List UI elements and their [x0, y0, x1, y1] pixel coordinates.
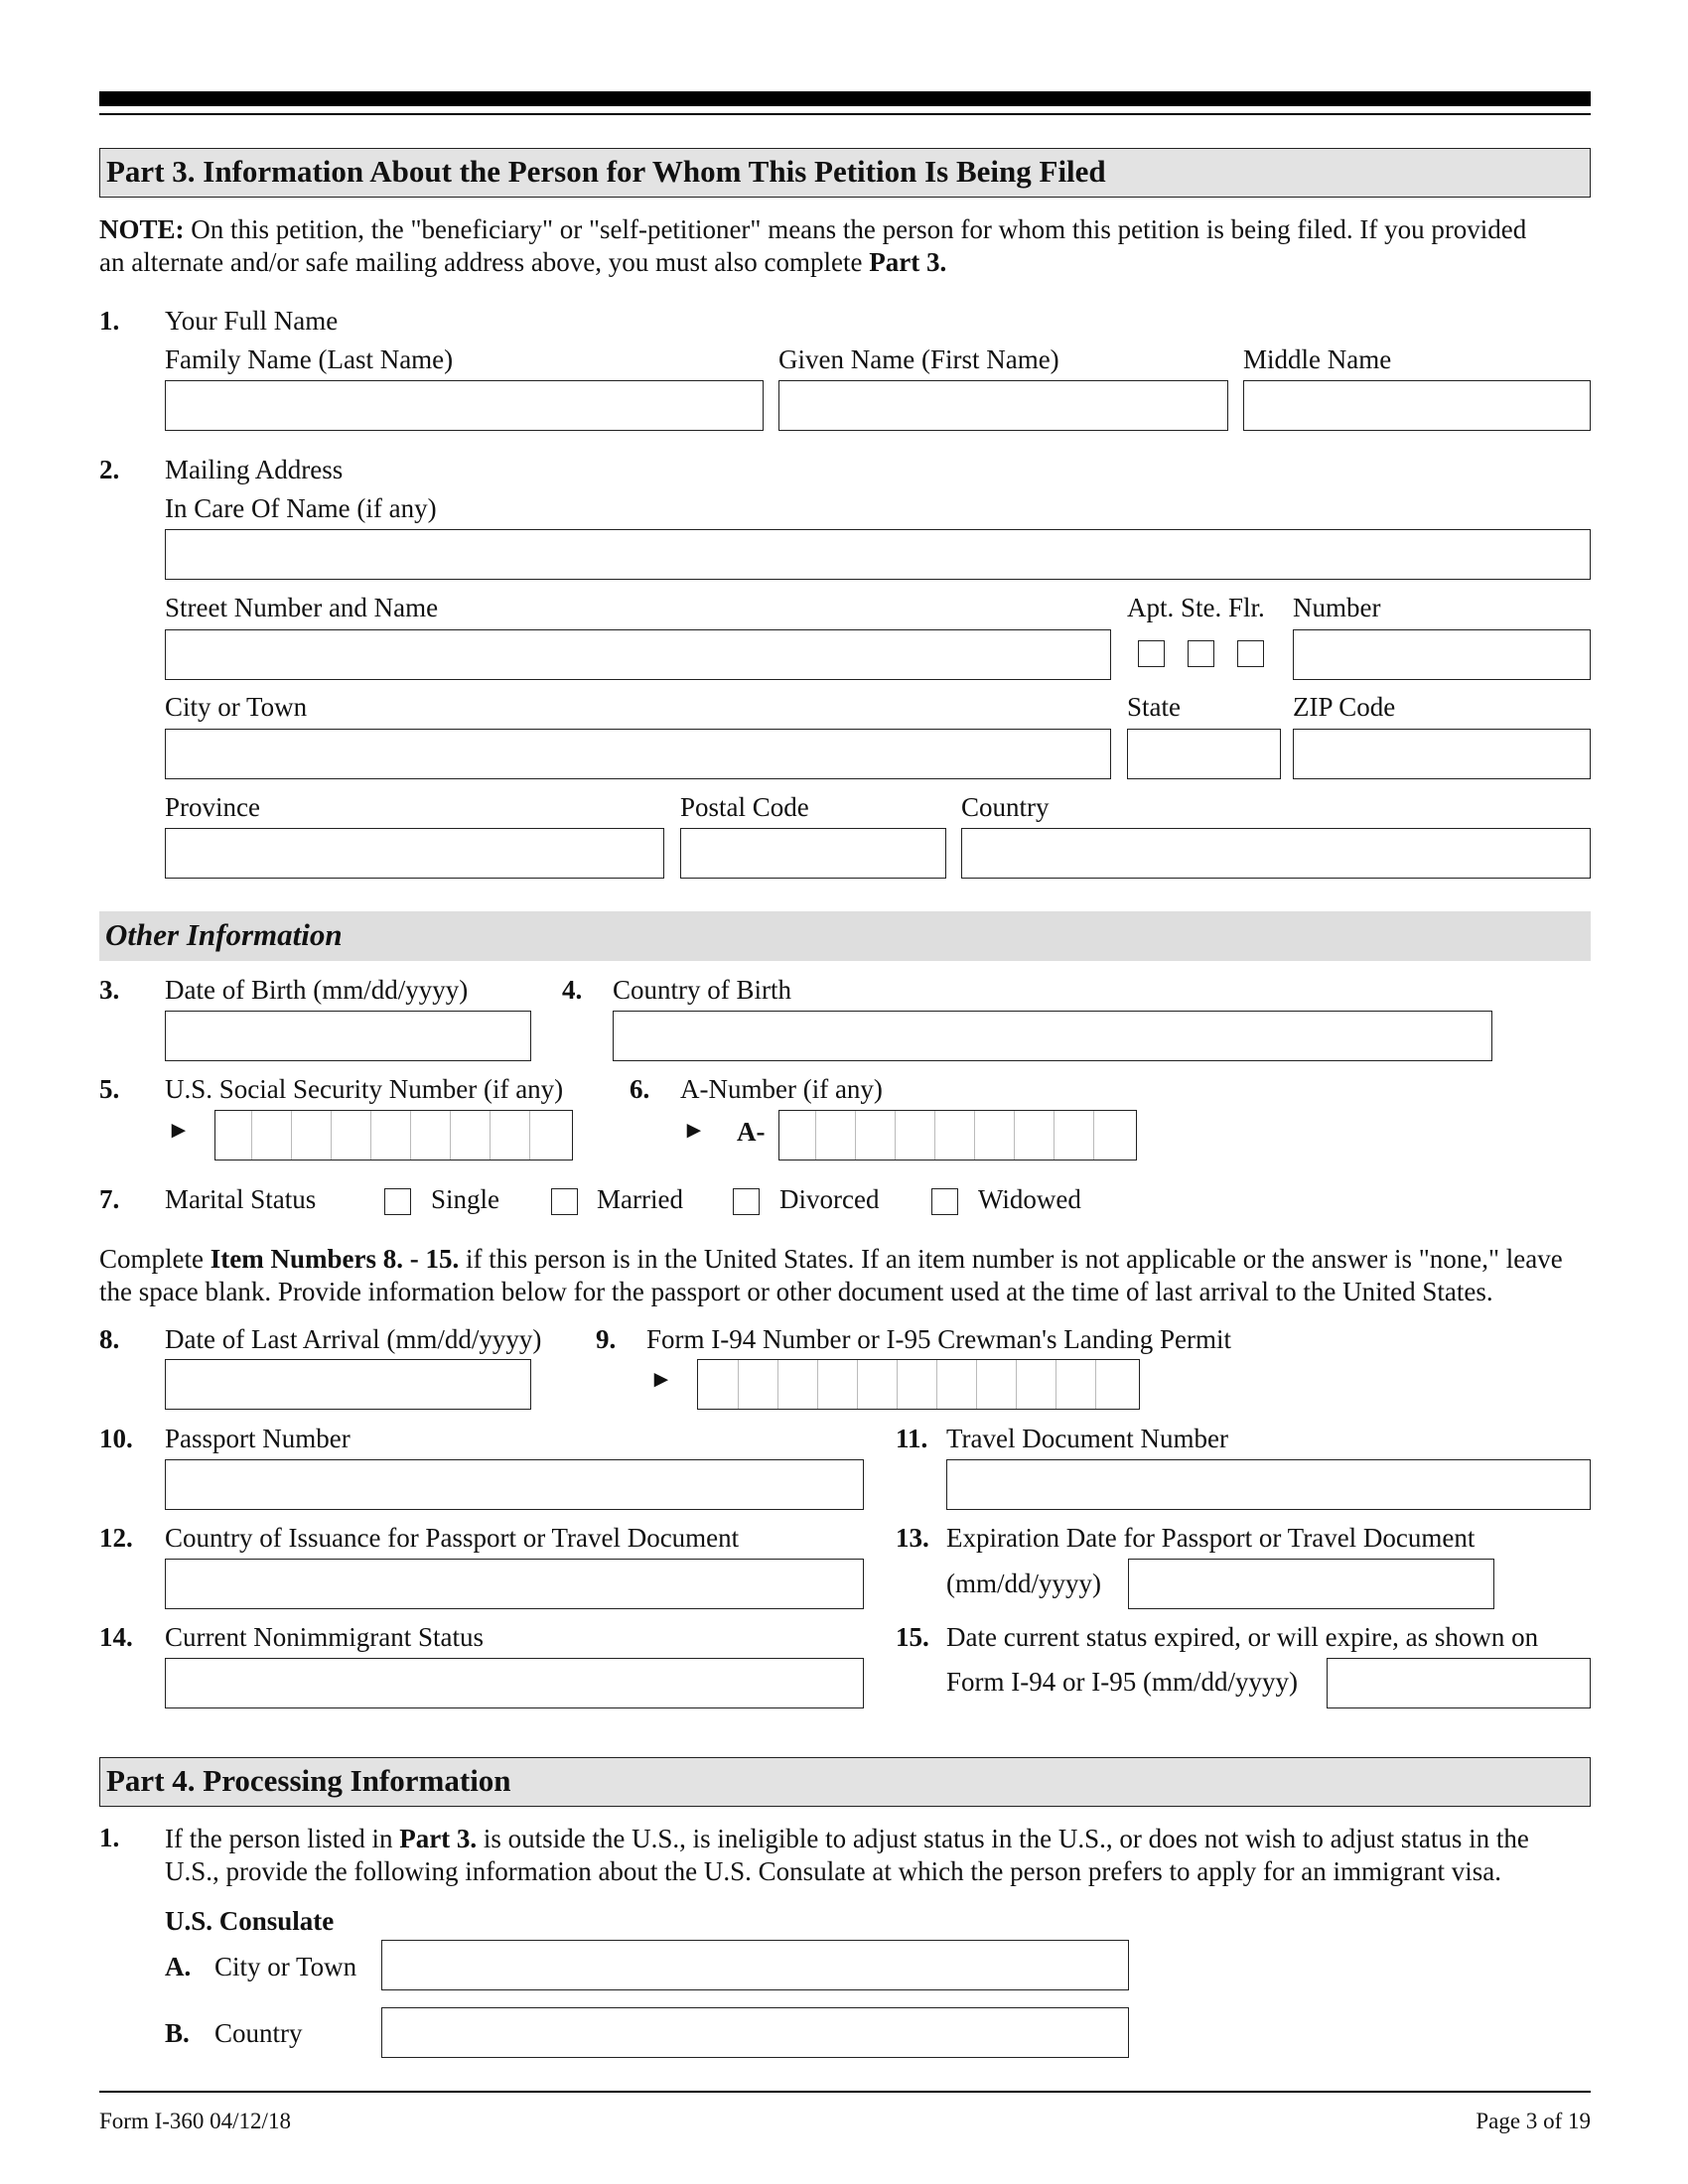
- zip-input[interactable]: [1293, 729, 1591, 779]
- travel-doc-label: Travel Document Number: [946, 1424, 1228, 1453]
- expiration-format-label: (mm/dd/yyyy): [946, 1569, 1101, 1598]
- ssn-input[interactable]: [214, 1110, 573, 1160]
- apt-number-input[interactable]: [1293, 629, 1591, 680]
- item14-number: 14.: [99, 1622, 133, 1652]
- last-arrival-label: Date of Last Arrival (mm/dd/yyyy): [165, 1324, 542, 1354]
- consulate-heading: U.S. Consulate: [165, 1906, 335, 1936]
- passport-number-label: Passport Number: [165, 1424, 351, 1453]
- marital-status-label: Marital Status: [165, 1184, 317, 1214]
- item10-number: 10.: [99, 1424, 133, 1453]
- status-expire-format-label: Form I-94 or I-95 (mm/dd/yyyy): [946, 1667, 1298, 1697]
- single-checkbox[interactable]: [384, 1188, 411, 1215]
- note-paragraph: [99, 213, 1599, 279]
- ssn-arrow-icon: ►: [167, 1118, 191, 1144]
- a-number-input[interactable]: [778, 1110, 1137, 1160]
- item12-number: 12.: [99, 1523, 133, 1553]
- flr-checkbox[interactable]: [1237, 640, 1264, 667]
- item11-number: 11.: [896, 1424, 928, 1453]
- a-number-arrow-icon: ►: [682, 1118, 706, 1144]
- i94-arrow-icon: ►: [649, 1367, 673, 1393]
- apt-ste-flr-label: Apt. Ste. Flr.: [1127, 593, 1265, 622]
- married-checkbox[interactable]: [551, 1188, 578, 1215]
- item2-label: Mailing Address: [165, 455, 344, 484]
- item8-number: 8.: [99, 1324, 120, 1354]
- consulate-a-letter: A.: [165, 1952, 192, 1981]
- city-input[interactable]: [165, 729, 1111, 779]
- divorced-label: Divorced: [779, 1184, 880, 1214]
- consulate-country-input[interactable]: [381, 2007, 1129, 2058]
- province-input[interactable]: [165, 828, 664, 879]
- zip-label: ZIP Code: [1293, 692, 1396, 722]
- country-issuance-input[interactable]: [165, 1559, 864, 1609]
- country-of-birth-label: Country of Birth: [613, 975, 791, 1005]
- status-expire-date-input[interactable]: [1327, 1658, 1591, 1708]
- note-part3-ref: Part 3.: [869, 247, 947, 277]
- item1-label: Your Full Name: [165, 306, 339, 336]
- consulate-country-label: Country: [214, 2018, 303, 2048]
- number-label: Number: [1293, 593, 1381, 622]
- item1-number: 1.: [99, 306, 120, 336]
- other-information-header: Other Information: [99, 911, 1591, 961]
- single-label: Single: [431, 1184, 500, 1214]
- postal-code-input[interactable]: [680, 828, 946, 879]
- ste-checkbox[interactable]: [1188, 640, 1214, 667]
- in-care-of-label: In Care Of Name (if any): [165, 493, 437, 523]
- items-8-15-instructions: Complete Item Numbers 8. - 15. if this person is in the United States. If an item number is not applicable or the answer is "none," leave the space blank. Provide information below for the passport or other document used at the time of last arrival to the United States.: [99, 1244, 1563, 1306]
- item9-number: 9.: [596, 1324, 617, 1354]
- consulate-city-input[interactable]: [381, 1940, 1129, 1990]
- family-name-label: Family Name (Last Name): [165, 344, 454, 374]
- apt-checkbox[interactable]: [1138, 640, 1165, 667]
- family-name-input[interactable]: [165, 380, 764, 431]
- expiration-label: Expiration Date for Passport or Travel Document: [946, 1523, 1476, 1553]
- widowed-label: Widowed: [978, 1184, 1081, 1214]
- footer-rule: [99, 2091, 1591, 2093]
- widowed-checkbox[interactable]: [931, 1188, 958, 1215]
- passport-number-input[interactable]: [165, 1459, 864, 1510]
- travel-doc-input[interactable]: [946, 1459, 1591, 1510]
- status-expire-label: Date current status expired, or will expire, as shown on: [946, 1622, 1539, 1652]
- note-label: NOTE:: [99, 214, 185, 244]
- nonimmigrant-status-label: Current Nonimmigrant Status: [165, 1622, 484, 1652]
- top-thick-rule: [99, 91, 1591, 106]
- nonimmigrant-status-input[interactable]: [165, 1658, 864, 1708]
- footer-page-number: Page 3 of 19: [1476, 2109, 1591, 2133]
- footer-form-id: Form I-360 04/12/18: [99, 2109, 291, 2133]
- item2-number: 2.: [99, 455, 120, 484]
- note-text: On this petition, the "beneficiary" or "self-petitioner" means the person for whom this petition is being filed. If you provided: [191, 214, 1527, 244]
- dob-label: Date of Birth (mm/dd/yyyy): [165, 975, 469, 1005]
- i94-label: Form I-94 Number or I-95 Crewman's Landing Permit: [646, 1324, 1232, 1354]
- middle-name-label: Middle Name: [1243, 344, 1392, 374]
- item5-number: 5.: [99, 1074, 120, 1104]
- part4-header: Part 4. Processing Information: [99, 1757, 1591, 1807]
- item7-number: 7.: [99, 1184, 120, 1214]
- item15-number: 15.: [896, 1622, 929, 1652]
- state-label: State: [1127, 692, 1181, 722]
- country-input[interactable]: [961, 828, 1591, 879]
- given-name-input[interactable]: [778, 380, 1228, 431]
- consulate-city-label: City or Town: [214, 1952, 357, 1981]
- country-label: Country: [961, 792, 1050, 822]
- dob-input[interactable]: [165, 1011, 531, 1061]
- item3-number: 3.: [99, 975, 120, 1005]
- item6-number: 6.: [630, 1074, 650, 1104]
- note-text-2: an alternate and/or safe mailing address above, you must also complete: [99, 247, 863, 277]
- street-input[interactable]: [165, 629, 1111, 680]
- city-label: City or Town: [165, 692, 308, 722]
- given-name-label: Given Name (First Name): [778, 344, 1059, 374]
- province-label: Province: [165, 792, 260, 822]
- part4-item1-number: 1.: [99, 1823, 120, 1852]
- in-care-of-input[interactable]: [165, 529, 1591, 580]
- expiration-date-input[interactable]: [1128, 1559, 1494, 1609]
- part4-item1-text: If the person listed in Part 3. is outside the U.S., is ineligible to adjust status in the U.S., or does not wish to adjust status in the U.S., provide the following information about the U.S. Consulate at which the person prefers to apply for an immigrant visa.: [165, 1824, 1529, 1886]
- top-thin-rule: [99, 113, 1591, 115]
- ssn-label: U.S. Social Security Number (if any): [165, 1074, 564, 1104]
- country-issuance-label: Country of Issuance for Passport or Travel Document: [165, 1523, 740, 1553]
- postal-code-label: Postal Code: [680, 792, 809, 822]
- a-number-label: A-Number (if any): [680, 1074, 883, 1104]
- country-of-birth-input[interactable]: [613, 1011, 1492, 1061]
- street-label: Street Number and Name: [165, 593, 439, 622]
- a-number-prefix: A-: [737, 1117, 766, 1147]
- consulate-b-letter: B.: [165, 2018, 190, 2048]
- item4-number: 4.: [562, 975, 583, 1005]
- divorced-checkbox[interactable]: [733, 1188, 760, 1215]
- last-arrival-input[interactable]: [165, 1359, 531, 1410]
- state-select[interactable]: [1127, 729, 1281, 779]
- married-label: Married: [597, 1184, 683, 1214]
- middle-name-input[interactable]: [1243, 380, 1591, 431]
- item13-number: 13.: [896, 1523, 929, 1553]
- i94-number-input[interactable]: [697, 1359, 1140, 1410]
- part3-header: Part 3. Information About the Person for Whom This Petition Is Being Filed: [99, 148, 1591, 198]
